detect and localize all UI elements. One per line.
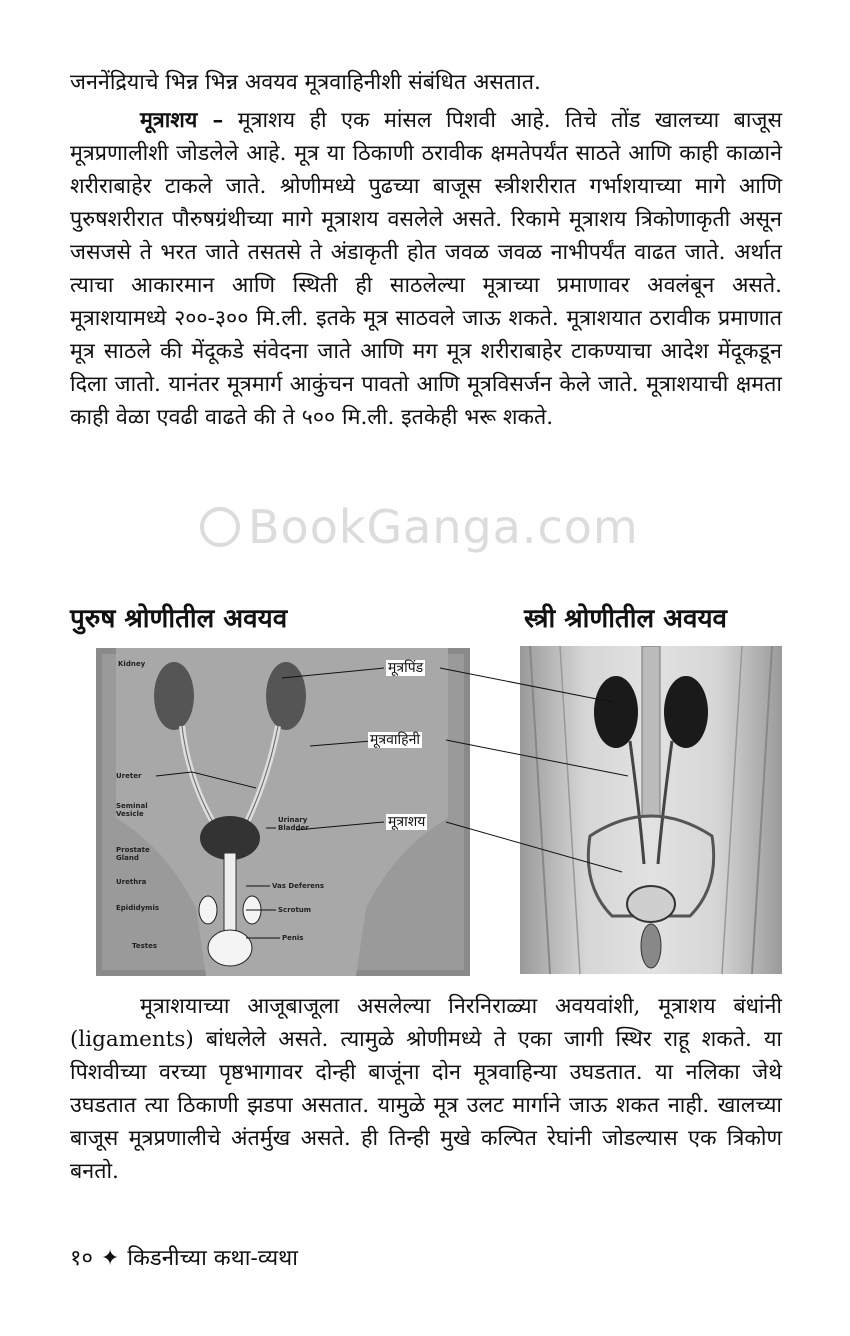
paragraph-ligaments [70, 990, 782, 1188]
label-epididymis: Epididymis [116, 904, 160, 912]
label-urethra: Urethra [116, 878, 147, 886]
bladder-heading: मूत्राशय – [140, 108, 224, 133]
label-penis: Penis [282, 934, 304, 942]
watermark [200, 500, 639, 554]
callout-ureter: मूत्रवाहिनी [370, 732, 420, 748]
watermark-text: BookGanga.com [248, 500, 639, 554]
label-seminal-1: Seminal [116, 802, 148, 810]
label-kidney: Kidney [118, 660, 146, 668]
callout-kidney: मूत्रपिंड [388, 660, 424, 676]
paragraph-bladder [70, 104, 782, 434]
label-seminal-2: Vesicle [116, 810, 144, 818]
book-title: किडनीच्या कथा-व्यथा [127, 1246, 298, 1271]
paragraph-bladder-text: मूत्राशय ही एक मांसल पिशवी आहे. तिचे तोंड खालच्या बाजूस मूत्रप्रणालीशी जोडलेले आहे. मूत्र या ठिकाणी ठरावीक क्षमतेपर्यंत साठते आणि काही काळाने शरीराबाहेर टाकले जाते. श्रोणीमध्ये पुढच्या बाजूस स्त्रीशरीरात गर्भाशयाच्या मागे आणि पुरुषशरीरात पौरुषग्रंथीच्या मागे मूत्राशय वसलेले असते. रिकामे मूत्राशय त्रिकोणाकृती असून जसजसे ते भरत जाते तसतसे ते अंडाकृती होत जवळ जवळ नाभीपर्यंत वाढत जाते. अर्थात त्याचा आकारमान आणि स्थिती ही साठलेल्या मूत्राच्या प्रमाणावर अवलंबून असते. मूत्राशयामध्ये २००-३०० मि.ली. इतके मूत्र साठवले जाऊ शकते. मूत्राशयात ठरावीक प्रमाणात मूत्र साठले की मेंदूकडे संवेदना जाते आणि मग मूत्र शरीराबाहेर टाकण्याचा आदेश मेंदूकडून दिला जातो. यानंतर मूत्रमार्ग आकुंचन पावतो आणि मूत्रविसर्जन केले जाते. मूत्राशयाची क्षमता काही वेळा एवढी वाढते की ते ५०० मि.ली. इतकेही भरू शकते. [70, 108, 782, 430]
female-figure-title: स्त्री श्रोणीतील अवयव [524, 604, 728, 634]
paragraph-ligaments-text: मूत्राशयाच्या आजूबाजूला असलेल्या निरनिराळ्या अवयवांशी, मूत्राशय बंधांनी (ligaments) बांधलेले असते. त्यामुळे श्रोणीमध्ये ते एका जागी स्थिर राहू शकते. या पिशवीच्या वरच्या पृष्ठभागावर दोन्ही बाजूंना दोन मूत्रवाहिन्या उघडतात. या नलिका जेथे उघडतात त्या ठिकाणी झडपा असतात. यामुळे मूत्र उलट मार्गाने जाऊ शकत नाही. खालच्या बाजूस मूत्रप्रणालीचे अंतर्मुख असते. ही तिन्ही मुखे कल्पित रेघांनी जोडल्यास एक त्रिकोण बनतो. [70, 994, 782, 1184]
label-prostate-2: Gland [116, 854, 139, 862]
label-ureter: Ureter [116, 772, 142, 780]
callout-bladder: मूत्राशय [388, 814, 426, 830]
page-number: १० [70, 1246, 93, 1271]
label-vas-deferens: Vas Deferens [272, 882, 325, 890]
paragraph-intro-text: जननेंद्रियाचे भिन्न भिन्न अवयव मूत्रवाहिनीशी संबंधित असतात. [70, 70, 541, 95]
male-figure-title: पुरुष श्रोणीतील अवयव [70, 604, 288, 634]
label-prostate-1: Prostate [116, 846, 150, 854]
label-bladder-2: Bladder [278, 824, 309, 832]
label-testes: Testes [132, 942, 158, 950]
page-footer [70, 1244, 298, 1274]
label-scrotum: Scrotum [278, 906, 312, 914]
paragraph-intro [70, 66, 782, 99]
label-bladder-1: Urinary [278, 816, 308, 824]
watermark-logo-icon [200, 507, 240, 547]
star-icon: ✦ [100, 1246, 120, 1271]
callout-lines [0, 640, 850, 880]
